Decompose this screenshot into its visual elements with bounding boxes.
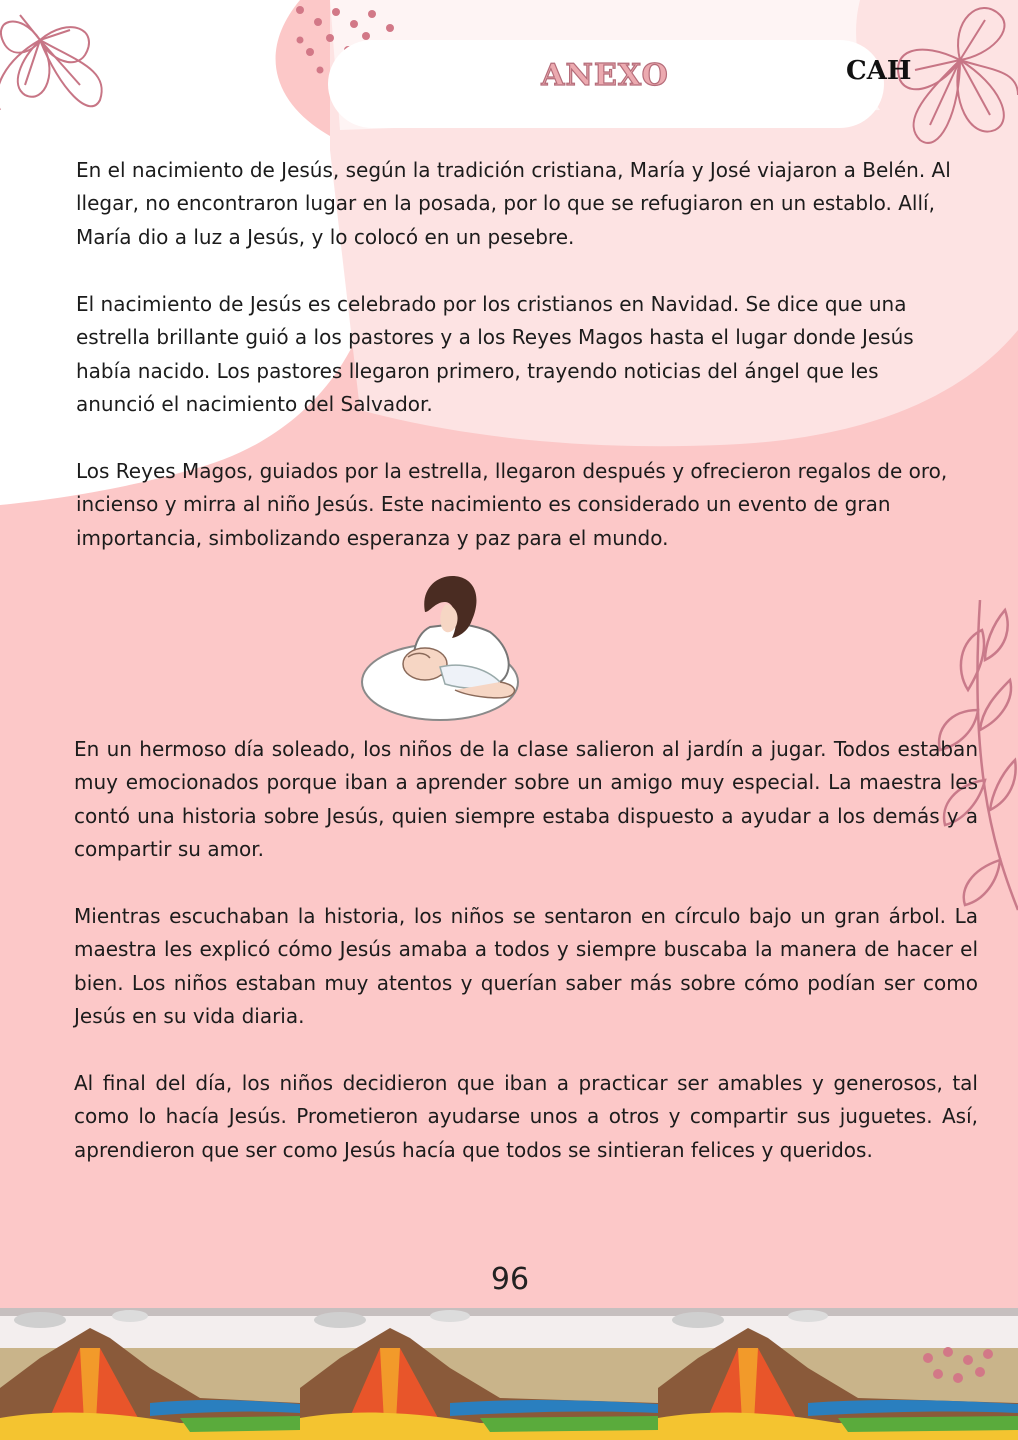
- flower-icon: [0, 0, 150, 150]
- paragraph: Mientras escuchaban la historia, los niños se sentaron en círculo bajo un gran árbol. La maestra les explicó cómo Jesús amaba a todos y siempre buscaba la manera de hacer el bien. Los niños estaban muy atentos y querían saber más sobre cómo podían ser como Jesús en su vida diaria.: [74, 904, 978, 1029]
- page-number: 96: [490, 1262, 530, 1297]
- paragraph: Al final del día, los niños decidieron que iban a practicar ser amables y generosos, tal como lo hacía Jesús. Prometieron ayudarse unos a otros y compartir sus juguetes. Así, aprendieron que ser como Jesús hacía que todos se sintieran felices y queridos.: [74, 1071, 978, 1162]
- paragraph: En el nacimiento de Jesús, según la tradición cristiana, María y José viajaron a Belén. Al llegar, no encontraron lugar en la posada, por lo que se refugiaron en un establo. Allí, María dio a luz a Jesús, y lo colocó en un pesebre.: [76, 158, 951, 249]
- paragraph: En un hermoso día soleado, los niños de la clase salieron al jardín a jugar. Todos estaban muy emocionados porque iban a aprender sobre un amigo muy especial. La maestra les contó una historia sobre Jesús, quien siempre estaba dispuesto a ayudar a los demás y a compartir su amor.: [74, 737, 978, 862]
- paragraph: Los Reyes Magos, guiados por la estrella, llegaron después y ofrecieron regalos de oro, incienso y mirra al niño Jesús. Este nacimiento es considerado un evento de gran importancia, simbolizando esperanza y paz para el mundo.: [76, 459, 948, 550]
- volcano-illustration: [0, 1308, 1018, 1440]
- paragraph: El nacimiento de Jesús es celebrado por los cristianos en Navidad. Se dice que una estrella brillante guió a los pastores y a los Reyes Magos hasta el lugar donde Jesús había nacido. Los pastores llegaron primero, trayendo noticias del ángel que les anunció el nacimiento del Salvador.: [76, 292, 914, 417]
- brand-label: CAH: [846, 56, 912, 86]
- page-title: ANEXO: [541, 58, 669, 93]
- mother-baby-illustration: [360, 572, 532, 724]
